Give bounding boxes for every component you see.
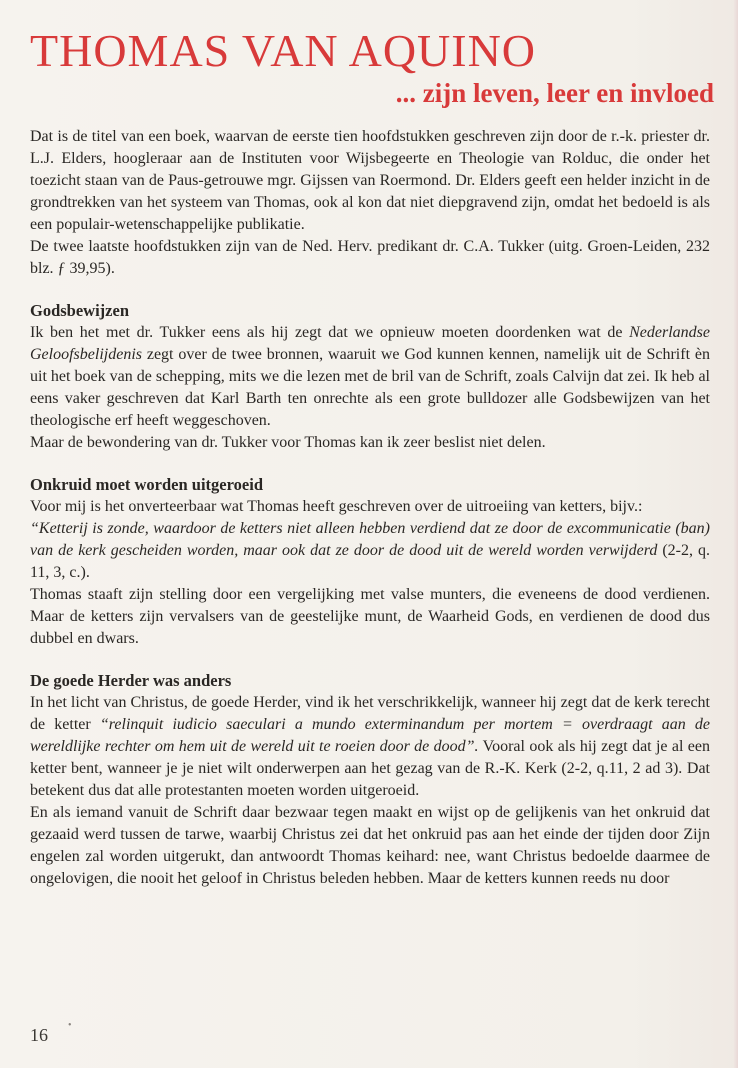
text-run: zegt over de twee bronnen, waaruit we God kunnen kennen, namelijk uit de Schrift èn uit het boek van de schepping, mits we die lezen met de bril van de Schrift, zoals Calvijn dat zei. Ik heb al eens vaker geschreven dat Karl Barth ten onrechte als een grote bulldozer alle Godsbewijzen van het theologische erf heeft weggeschoven. [30,346,710,429]
page-number: 16 [30,1025,48,1045]
section-heading-goede-herder: De goede Herder was anders [30,671,232,690]
italic-title: Nederlandse Geloofsbelijdenis [30,324,710,363]
section2-paragraph-1: Voor mij is het onverteerbaar wat Thomas heeft geschreven over de uitroeiing van ketters, bijv.: [30,498,643,515]
section2-paragraph-2: Thomas staaft zijn stelling door een vergelijking met valse munters, die eveneens de dood verdienen. Maar de ketters zijn vervalsers van de geestelijke munt, de Waarheid Gods, en verdienen de dood dus dubbel en dwars. [30,586,710,647]
quote-reference: (2-2, q. 11, 3, c.). [30,542,711,581]
intro-paragraph-2: De twee laatste hoofdstukken zijn van de Ned. Herv. predikant dr. C.A. Tukker (uitg. Groen-Leiden, 232 blz. ƒ 39,95). [30,238,710,277]
quote-text: “Ketterij is zonde, waardoor de ketters niet alleen hebben verdiend dat ze door de excommunicatie (ban) van de kerk gescheiden worden, maar ook dat ze door de dood uit de wereld worden verwijderd [30,520,710,559]
section2-quote [30,518,710,584]
section-heading-godsbewijzen: Godsbewijzen [30,301,129,320]
section-heading-onkruid: Onkruid moet worden uitgeroeid [30,475,263,494]
article-title: THOMAS VAN AQUINO [30,25,537,76]
section3-paragraph-2: En als iemand vanuit de Schrift daar bezwaar tegen maakt en wijst op de gelijkenis van het onkruid dat gezaaid werd tussen de tarwe, waarbij Christus zei dat het onkruid pas aan het einde der tijden door Zijn engelen zal worden uitgerukt, dan antwoordt Thomas keihard: nee, want Christus bedoelde daarmee de ongelovigen, die nooit het geloof in Christus beleden hebben. Maar de ketters kunnen reeds nu door [30,804,710,887]
article-body [30,126,710,890]
section3-paragraph-1 [30,692,710,802]
latin-quote: “relinquit iudicio saeculari a mundo exterminandum per mortem = overdraagt aan de wereldlijke rechter om hem uit de wereld uit te roeien door de dood”. [30,716,710,755]
section1-paragraph-2: Maar de bewondering van dr. Tukker voor Thomas kan ik zeer beslist niet delen. [30,434,546,451]
article-subtitle: ... zijn leven, leer en invloed [395,78,714,108]
text-run: Ik ben het met dr. Tukker eens als hij zegt dat we opnieuw moeten doordenken wat de [30,324,630,341]
text-run: In het licht van Christus, de goede Herder, vind ik het verschrikkelijk, wanneer hij zegt dat de kerk terecht de ketter [30,694,710,733]
section1-paragraph-1 [30,322,710,432]
print-speck-icon: • [68,1020,72,1031]
text-run: Vooral ook als hij zegt dat je al een ketter bent, wanneer je je niet wilt onderwerpen aan het gezag van de R.-K. Kerk (2-2, q.11, 2 ad 3). Dat betekent dus dat alle protestanten moeten worden uitgeroeid. [30,738,711,799]
page-edge [734,0,738,1068]
intro-paragraph-1: Dat is de titel van een boek, waarvan de eerste tien hoofdstukken geschreven zijn door de r.-k. priester dr. L.J. Elders, hoogleraar aan de Instituten voor Wijsbegeerte en Theologie van Rolduc, die onder het toezicht staan van de Paus-getrouwe mgr. Gijssen van Roermond. Dr. Elders geeft een helder inzicht in de grondtrekken van het systeem van Thomas, ook al kon dat niet diepgravend zijn, omdat het bedoeld is als een populair-wetenschappelijke publikatie. [30,128,710,233]
